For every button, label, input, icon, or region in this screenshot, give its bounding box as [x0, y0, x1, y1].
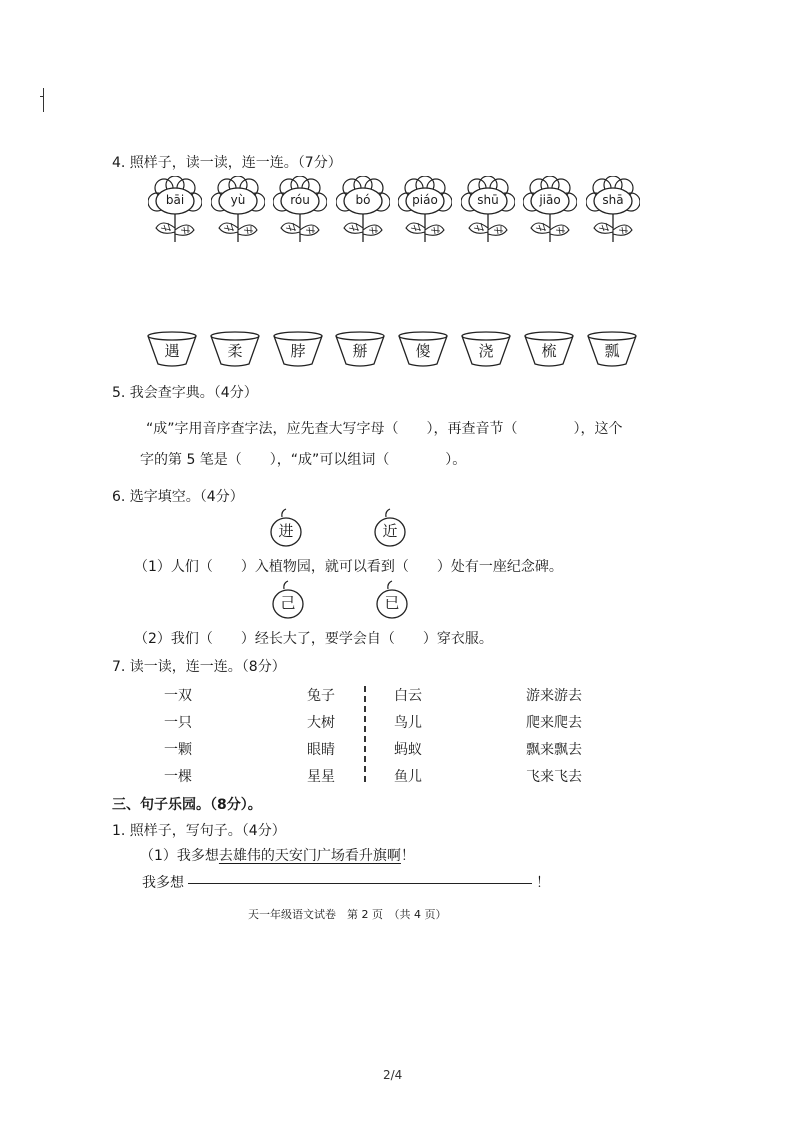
option-char: 进 — [278, 522, 294, 540]
pinyin-label: róu — [290, 193, 310, 207]
character-bowl — [586, 330, 638, 368]
list-item: 白云 — [394, 688, 422, 704]
character-bowl — [334, 330, 386, 368]
list-item: 一双 — [164, 688, 192, 704]
list-item: 游来游去 — [526, 688, 582, 704]
list-item: 星星 — [307, 769, 335, 785]
page-counter: 2/4 — [383, 1068, 403, 1082]
page-footer: 天一年级语文试卷 第 2 页 （共 4 页） — [248, 908, 447, 921]
option-apple-1 — [268, 508, 304, 548]
pinyin-flower — [273, 176, 327, 244]
pinyin-label: shā — [602, 193, 624, 207]
character-bowl — [460, 330, 512, 368]
character-label: 遇 — [164, 342, 180, 360]
character-label: 脖 — [290, 342, 306, 360]
character-bowl — [209, 330, 261, 368]
option-apple-4 — [374, 580, 410, 620]
list-item: 爬来爬去 — [526, 715, 582, 731]
list-item: 飘来飘去 — [526, 742, 582, 758]
flower-icon — [148, 176, 202, 244]
pinyin-flower — [586, 176, 640, 244]
q7-column-nouns — [307, 686, 335, 794]
q7-column-quantifiers — [164, 686, 192, 794]
character-bowl — [272, 330, 324, 368]
q5-line2: 字的第 5 笔是（ ），“成”可以组词（ ）。 — [140, 452, 467, 468]
list-item: 鸟儿 — [394, 715, 422, 731]
q6-sentence2: （2）我们（ ）经长大了，要学会自（ ）穿衣服。 — [134, 631, 493, 647]
q6-sentence1: （1）人们（ ）入植物园，就可以看到（ ）处有一座纪念碑。 — [134, 559, 563, 575]
flower-icon — [586, 176, 640, 244]
character-bowl — [146, 330, 198, 368]
pinyin-flower — [148, 176, 202, 244]
q7-column-subjects — [394, 686, 422, 794]
flower-icon — [336, 176, 390, 244]
pinyin-label: yù — [230, 193, 246, 207]
character-bowl — [523, 330, 575, 368]
option-apple-3 — [270, 580, 306, 620]
list-item: 大树 — [307, 715, 335, 731]
pinyin-label: jiāo — [539, 193, 561, 207]
fill-prefix: 我多想 — [142, 875, 184, 891]
q7-column-actions — [526, 686, 582, 794]
list-item: 眼睛 — [307, 742, 335, 758]
section3-title: 三、句子乐园。（8分）。 — [112, 797, 262, 813]
q7-title: 7. 读一读，连一连。（8分） — [112, 659, 286, 675]
section3-q1-title: 1. 照样子，写句子。（4分） — [112, 823, 286, 839]
option-char: 己 — [280, 594, 296, 612]
margin-binding-mark — [40, 88, 48, 112]
flower-icon — [523, 176, 577, 244]
q6-title: 6. 选字填空。（4分） — [112, 489, 244, 505]
example-underlined-phrase: 去雄伟的天安门广场看升旗啊 — [218, 848, 401, 864]
option-char: 近 — [382, 522, 398, 540]
example-prefix: （1）我多想 — [140, 848, 219, 864]
flower-icon — [398, 176, 452, 244]
list-item: 鱼儿 — [394, 769, 422, 785]
example-sentence — [140, 845, 415, 865]
character-bowl — [397, 330, 449, 368]
list-item: 一棵 — [164, 769, 192, 785]
q5-line1: “成”字用音序查字法，应先查大写字母（ ），再查音节（ ），这个 — [146, 421, 623, 437]
column-divider — [364, 686, 366, 782]
pinyin-label: bó — [355, 193, 371, 207]
character-label: 柔 — [227, 342, 243, 360]
character-label: 掰 — [352, 342, 368, 360]
character-label: 浇 — [478, 342, 494, 360]
example-suffix: ！ — [400, 848, 415, 864]
flower-icon — [211, 176, 265, 244]
list-item: 兔子 — [307, 688, 335, 704]
pinyin-flower — [461, 176, 515, 244]
pinyin-label: bāi — [165, 193, 185, 207]
character-label: 瓢 — [604, 342, 620, 360]
flower-icon — [273, 176, 327, 244]
answer-blank-line[interactable] — [188, 883, 532, 884]
pinyin-label: piáo — [412, 193, 438, 207]
list-item: 一只 — [164, 715, 192, 731]
pinyin-flower — [398, 176, 452, 244]
pinyin-flower — [523, 176, 577, 244]
fill-suffix: ！ — [536, 875, 550, 891]
q5-title: 5. 我会查字典。（4分） — [112, 385, 258, 401]
list-item: 蚂蚁 — [394, 742, 422, 758]
character-label: 傻 — [415, 342, 431, 360]
option-apple-2 — [372, 508, 408, 548]
q4-title: 4. 照样子，读一读，连一连。（7分） — [112, 155, 342, 171]
list-item: 一颗 — [164, 742, 192, 758]
pinyin-flowers — [148, 176, 648, 246]
option-char: 已 — [384, 594, 400, 612]
pinyin-flower — [211, 176, 265, 244]
character-bowls — [146, 330, 646, 370]
flower-icon — [461, 176, 515, 244]
pinyin-flower — [336, 176, 390, 244]
list-item: 飞来飞去 — [526, 769, 582, 785]
pinyin-label: shū — [477, 193, 499, 207]
character-label: 梳 — [541, 342, 557, 360]
